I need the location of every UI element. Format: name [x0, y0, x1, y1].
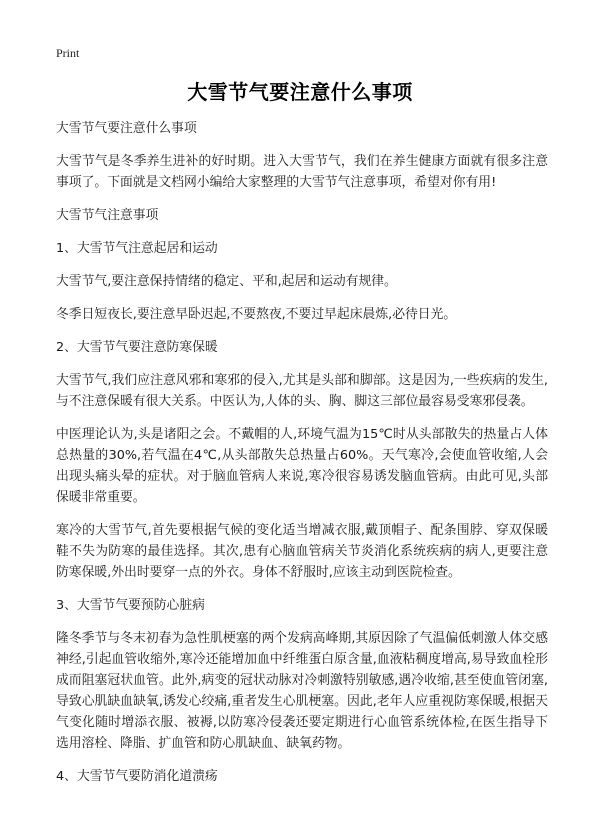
section-heading: 大雪节气要注意什么事项: [56, 121, 197, 136]
intro-paragraph: 大雪节气是冬季养生进补的好时期。进入大雪节气，我们在养生健康方面就有很多注意事项了。下面就是文档网小编给大家整理的大雪节气注意事项，希望对你有用!: [56, 154, 548, 190]
body-paragraph: 大雪节气,要注意保持情绪的稳定、平和,起居和运动有规律。: [56, 274, 397, 289]
document-body: [56, 118, 548, 799]
subsection-heading: 3、大雪节气要预防心脏病: [56, 598, 205, 613]
section-heading: 大雪节气注意事项: [56, 208, 159, 223]
document-title: 大雪节气要注意什么事项: [187, 80, 413, 104]
body-paragraph: 隆冬季节与冬末初春为急性肌梗塞的两个发病高峰期,其原因除了气温偏低刺激人体交感神经,引起血管收缩外,寒冷还能增加血中纤维蛋白原含量,血液粘稠度增高,易导致血栓形成而阻塞冠状血管。此外,病变的冠状动脉对冷刺激特别敏感,遇冷收缩,甚至使血管闭塞,导致心肌缺血缺氧,诱发心绞痛,重者发生心肌梗塞。因此,老年人应重视防寒保暖,根据天气变化随时增添衣服、被褥,以防寒冷侵袭还要定期进行心血管系统体检,在医生指导下选用溶栓、降脂、扩血管和防心肌缺血、缺氧药物。: [56, 631, 548, 751]
subsection-heading: 2、大雪节气要注意防寒保暖: [56, 340, 218, 355]
subsection-heading: 1、大雪节气注意起居和运动: [56, 241, 218, 256]
print-label: Print: [56, 46, 80, 60]
body-paragraph: 寒冷的大雪节气,首先要根据气候的变化适当增减衣服,戴顶帽子、配条围脖、穿双保暖鞋不失为防寒的最佳选择。其次,患有心脑血管病关节炎消化系统疾病的病人,更要注意防寒保暖,外出时要穿一点的外衣。身体不舒服时,应该主动到医院检查。: [56, 523, 548, 580]
body-paragraph: 冬季日短夜长,要注意早卧迟起,不要熬夜,不要过早起床晨炼,必待日光。: [56, 307, 457, 322]
subsection-heading: 4、大雪节气要防消化道溃疡: [56, 769, 218, 784]
body-paragraph: 大雪节气,我们应注意风邪和寒邪的侵入,尤其是头部和脚部。这是因为,一些疾病的发生,与不注意保暖有很大关系。中医认为,人体的头、胸、脚这三部位最容易受寒邪侵袭。: [56, 373, 548, 409]
body-paragraph: 中医理论认为,头是诸阳之会。不戴帽的人,环境气温为15℃时从头部散失的热量占人体总热量的30%,若气温在4℃,从头部散失总热量占60%。天气寒冷,会使血管收缩,人会出现头痛头晕的症状。对于脑血管病人来说,寒冷很容易诱发脑血管病。由此可见,头部保暖非常重要。: [56, 427, 548, 505]
